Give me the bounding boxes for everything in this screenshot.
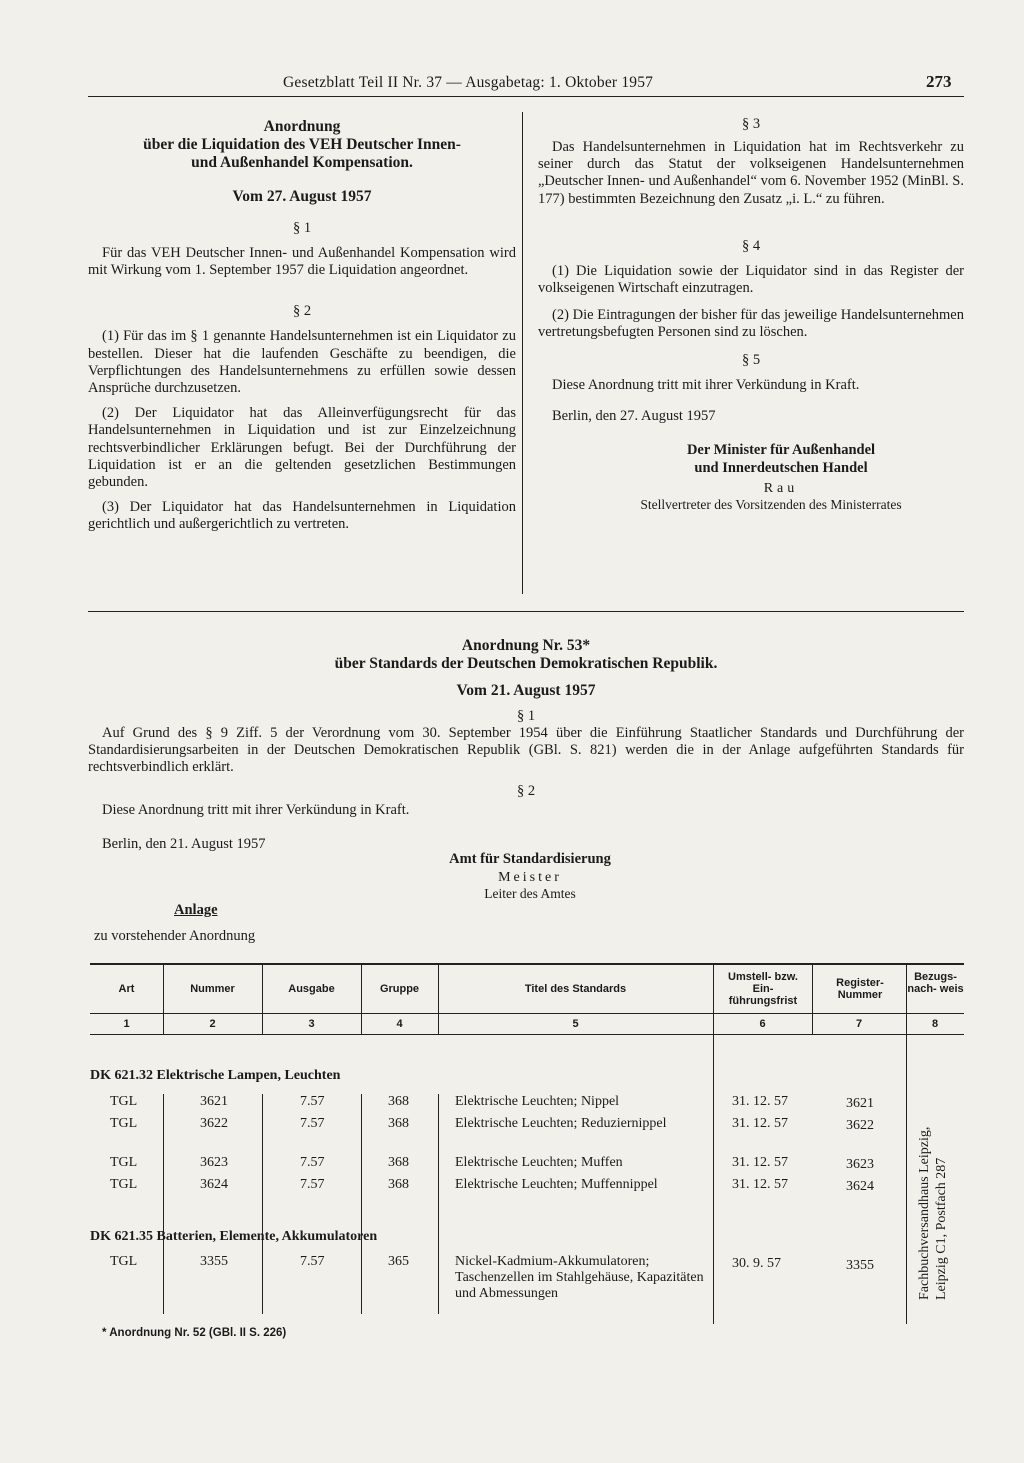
cell-titel: Elektrische Leuchten; Muffennippel xyxy=(455,1177,658,1192)
standards-title-line: über Standards der Deutschen Demokratischen Republik. xyxy=(334,655,718,672)
cell-gruppe: 368 xyxy=(388,1094,409,1109)
standards-date: Vom 21. August 1957 xyxy=(456,682,596,699)
table-colnum-rule xyxy=(90,1034,964,1035)
col-number: 4 xyxy=(396,1018,403,1030)
section-paragraph: (2) Der Liquidator hat das Alleinverfügungsrecht für das Handelsunternehmen in Liquidation und ist zur Einzelzeichnung rechtsverbindlicher Erklärungen befugt. Bei der Durchführung der Liquidation ist er an die geltenden gesetzlichen Bestimmungen gebunden. xyxy=(88,405,516,491)
section-paragraph: (1) Für das im § 1 genannte Handelsunternehmen ist ein Liquidator zu bestellen. Dieser hat die laufenden Geschäfte zu beendigen, die Verpflichtungen des Handelsunternehmens zu erfüllen sowie dessen Ansprüche durchzusetzen. xyxy=(88,328,516,397)
table-col-line xyxy=(438,1094,439,1314)
signatory-org-line: und Innerdeutschen Handel xyxy=(694,460,868,477)
cell-nummer: 3355 xyxy=(200,1254,228,1269)
cell-ausgabe: 7.57 xyxy=(300,1254,325,1269)
cell-titel: Nickel-Kadmium-Akkumulatoren; Taschenzellen im Stahlgehäuse, Kapazitäten und Abmessungen xyxy=(455,1254,704,1301)
signatory-name: Rau xyxy=(763,481,799,497)
section-heading: § 1 xyxy=(292,220,312,236)
col-header-nummer: Nummer xyxy=(190,983,235,995)
cell-titel: Elektrische Leuchten; Muffen xyxy=(455,1155,623,1170)
signatory-org: Amt für Standardisierung xyxy=(449,851,611,867)
cell-ausgabe: 7.57 xyxy=(300,1155,325,1170)
decree-title-line: über die Liquidation des VEH Deutscher Innen- xyxy=(143,136,461,153)
standards-title xyxy=(88,637,964,673)
signatory-role: Leiter des Amtes xyxy=(484,886,576,901)
table-col-line xyxy=(262,1094,263,1314)
table-col-line xyxy=(163,1094,164,1314)
col-header-register: Register- Nummer xyxy=(836,977,884,1001)
decree-title-line: Anordnung xyxy=(263,118,341,135)
bezugsnachweis-line: Leipzig C1, Postfach 287 xyxy=(934,1157,949,1300)
cell-register: 3623 xyxy=(846,1157,874,1172)
cell-register: 3355 xyxy=(846,1258,874,1273)
section-text: Auf Grund des § 9 Ziff. 5 der Verordnung vom 30. September 1954 über die Einführung Staatlicher Standards und Durchführung der Standardisierungsarbeiten in der Deutschen Demokratischen Republik (GBl. S. 821) werden die in der Anlage aufgeführten Standards für rechtsverbindlich erklärt. xyxy=(88,725,964,776)
cell-frist: 30. 9. 57 xyxy=(732,1256,781,1271)
table-header-rule xyxy=(90,1013,964,1014)
section-paragraph: (3) Der Liquidator hat das Handelsunternehmen in Liquidation gerichtlich und außergerichtlich zu vertreten. xyxy=(88,499,516,533)
col-number: 5 xyxy=(572,1018,579,1030)
col-header-art: Art xyxy=(118,983,135,995)
section-text: Diese Anordnung tritt mit ihrer Verkündung in Kraft. xyxy=(552,376,860,393)
section-rule xyxy=(88,611,964,612)
group-heading: DK 621.35 Batterien, Elemente, Akkumulatoren xyxy=(90,1229,378,1244)
right-column xyxy=(538,116,964,513)
cell-art: TGL xyxy=(110,1094,138,1109)
cell-nummer: 3622 xyxy=(200,1116,228,1131)
cell-titel: Elektrische Leuchten; Reduziernippel xyxy=(455,1116,667,1131)
section-heading: § 5 xyxy=(741,351,761,368)
cell-frist: 31. 12. 57 xyxy=(732,1155,788,1170)
header-rule xyxy=(88,96,964,97)
cell-frist: 31. 12. 57 xyxy=(732,1116,788,1131)
col-header-ausgabe: Ausgabe xyxy=(288,983,335,995)
cell-ausgabe: 7.57 xyxy=(300,1094,325,1109)
col-number: 6 xyxy=(759,1018,766,1030)
footnote: * Anordnung Nr. 52 (GBl. II S. 226) xyxy=(102,1327,287,1339)
bezugsnachweis-line: Fachbuchversandhaus Leipzig, xyxy=(917,1126,932,1300)
decree-date: Vom 27. August 1957 xyxy=(232,188,372,205)
cell-titel: Elektrische Leuchten; Nippel xyxy=(455,1094,620,1109)
col-number: 8 xyxy=(931,1018,939,1030)
signatory-name: Meister xyxy=(498,870,562,885)
table-col-line xyxy=(361,1094,362,1314)
cell-frist: 31. 12. 57 xyxy=(732,1094,788,1109)
cell-nummer: 3623 xyxy=(200,1155,228,1170)
cell-ausgabe: 7.57 xyxy=(300,1177,325,1192)
cell-gruppe: 365 xyxy=(388,1254,409,1269)
col-number: 1 xyxy=(123,1018,130,1030)
page-number: 273 xyxy=(926,72,952,91)
col-header-frist: Umstell- bzw. Ein- führungsfrist xyxy=(728,971,798,1007)
signatory-org-line: Der Minister für Außenhandel xyxy=(686,442,876,459)
col-header-gruppe: Gruppe xyxy=(379,983,420,995)
column-divider xyxy=(522,112,523,594)
place-date: Berlin, den 27. August 1957 xyxy=(552,407,716,424)
signatory-org xyxy=(598,441,964,477)
cell-art: TGL xyxy=(110,1254,138,1269)
cell-register: 3622 xyxy=(846,1118,874,1133)
col-number: 2 xyxy=(209,1018,216,1030)
section-text: Für das VEH Deutscher Innen- und Außenhandel Kompensation wird mit Wirkung vom 1. September 1957 die Liquidation angeordnet. xyxy=(88,245,516,279)
left-decree xyxy=(88,118,516,534)
bezugsnachweis xyxy=(916,1127,950,1300)
section-heading: § 3 xyxy=(741,116,761,132)
cell-nummer: 3621 xyxy=(200,1094,228,1109)
section-text: Diese Anordnung tritt mit ihrer Verkündung in Kraft. xyxy=(102,801,410,818)
col-number: 3 xyxy=(308,1018,315,1030)
cell-art: TGL xyxy=(110,1116,138,1131)
table-top-rule xyxy=(90,963,964,965)
place-date: Berlin, den 21. August 1957 xyxy=(102,836,266,852)
cell-art: TGL xyxy=(110,1177,138,1192)
section-heading: § 2 xyxy=(516,782,536,799)
standards-title-line: Anordnung Nr. 53* xyxy=(461,637,591,654)
cell-gruppe: 368 xyxy=(388,1177,409,1192)
cell-nummer: 3624 xyxy=(200,1177,228,1192)
col-header-titel: Titel des Standards xyxy=(524,983,627,995)
cell-gruppe: 368 xyxy=(388,1155,409,1170)
annex-title: Anlage xyxy=(174,902,218,918)
decree-title-line: und Außenhandel Kompensation. xyxy=(191,154,413,171)
cell-register: 3621 xyxy=(846,1096,874,1111)
cell-frist: 31. 12. 57 xyxy=(732,1177,788,1192)
running-title: Gesetzblatt Teil II Nr. 37 — Ausgabetag: 1. Oktober 1957 xyxy=(283,74,654,91)
cell-register: 3624 xyxy=(846,1179,874,1194)
signatory-role: Stellvertreter des Vorsitzenden des Ministerrates xyxy=(640,497,902,513)
section-heading: § 2 xyxy=(292,303,312,320)
section-paragraph: (1) Die Liquidation sowie der Liquidator sind in das Register der volkseigenen Wirtschaft einzutragen. xyxy=(538,262,964,297)
cell-ausgabe: 7.57 xyxy=(300,1116,325,1131)
section-heading: § 4 xyxy=(741,237,761,254)
decree-title xyxy=(88,118,516,172)
group-heading: DK 621.32 Elektrische Lampen, Leuchten xyxy=(90,1068,341,1083)
cell-gruppe: 368 xyxy=(388,1116,409,1131)
col-number: 7 xyxy=(855,1018,863,1030)
section-text: Das Handelsunternehmen in Liquidation hat im Rechtsverkehr zu seiner durch das Statut der volkseigenen Handelsunternehmen „Deutscher Innen- und Außenhandel“ vom 6. November 1952 (MinBl. S. 177) bestimmten Bezeichnung den Zusatz „i. L.“ zu führen. xyxy=(538,139,964,207)
section-heading: § 1 xyxy=(516,708,536,724)
annex-subtitle: zu vorstehender Anordnung xyxy=(94,928,256,944)
standards-decree xyxy=(88,637,964,819)
cell-art: TGL xyxy=(110,1155,138,1170)
section-paragraph: (2) Die Eintragungen der bisher für das jeweilige Handelsunternehmen vertretungsbefugten Personen sind zu löschen. xyxy=(538,307,964,341)
col-header-bezug: Bezugs- nach- weis xyxy=(907,971,964,995)
